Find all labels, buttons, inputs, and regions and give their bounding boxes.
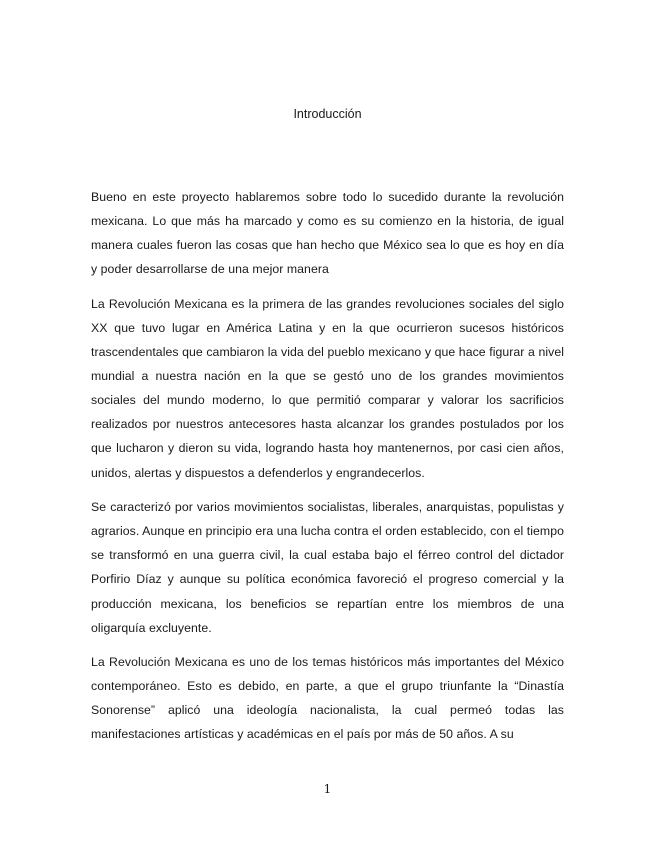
page-number: 1 xyxy=(323,782,332,796)
paragraph-1: Bueno en este proyecto hablaremos sobre todo lo sucedido durante la revolución mexicana. Lo que más ha marcado y como es su comienzo en la historia, de igual manera cuales fueron las cosas que han hecho que México sea lo que es hoy en día y poder desarrollarse de una mejor manera xyxy=(91,190,564,277)
page-title: Introducción xyxy=(293,107,362,121)
paragraph-4: La Revolución Mexicana es uno de los temas históricos más importantes del México contemporáneo. Esto es debido, en parte, a que el grupo triunfante la “Dinastía Sonorense” aplicó una ideología nacionalista, la cual permeó todas las manifestaciones artísticas y académicas en el país por más de 50 años. A su xyxy=(91,655,564,742)
paragraph-3: Se caracterizó por varios movimientos socialistas, liberales, anarquistas, populistas y agrarios. Aunque en principio era una lucha contra el orden establecido, con el tiempo se transformó en una guerra civil, la cual estaba bajo el férreo control del dictador Porfirio Díaz y aunque su política económica favoreció el progreso comercial y la producción mexicana, los beneficios se repartían entre los miembros de una oligarquía excluyente. xyxy=(91,500,564,635)
paragraph-2: La Revolución Mexicana es la primera de las grandes revoluciones sociales del siglo XX que tuvo lugar en América Latina y en la que ocurrieron sucesos históricos trascendentales que cambiaron la vida del pueblo mexicano y que hace figurar a nivel mundial a nuestra nación en la que se gestó uno de los grandes movimientos sociales del mundo moderno, lo que permitió comparar y valorar los sacrificios realizados por nuestros antecesores hasta alcanzar los grandes postulados por los que lucharon y dieron su vida, logrando hasta hoy mantenernos, por casi cien años, unidos, alertas y dispuestos a defenderlos y engrandecerlos. xyxy=(91,296,564,480)
body-text xyxy=(91,185,564,757)
